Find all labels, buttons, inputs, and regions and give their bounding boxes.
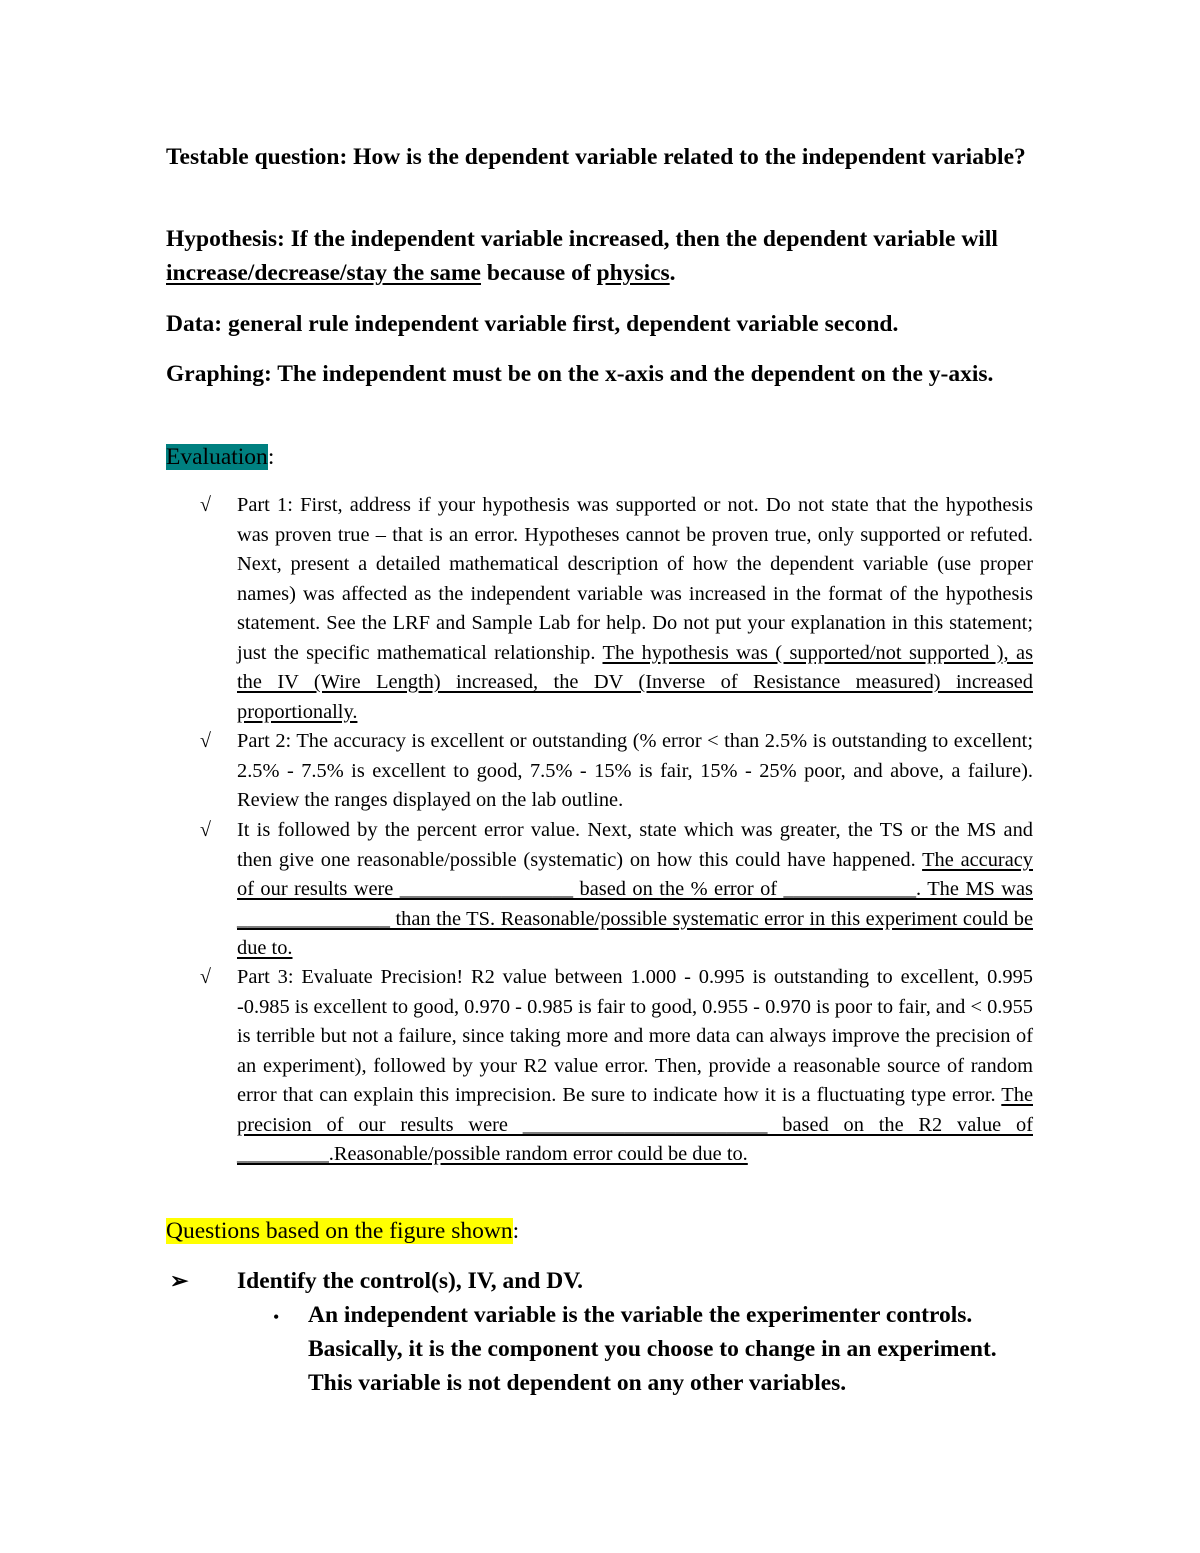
data-rule-text: general rule independent variable first, dependent variable second. bbox=[222, 311, 899, 337]
check-mark-part2: √ bbox=[200, 730, 211, 752]
check-mark-part1: √ bbox=[200, 494, 211, 516]
evaluation-heading-colon: : bbox=[267, 444, 275, 470]
part1-text: Part 1: First, address if your hypothesis was supported or not. Do not state that the hypothesis was proven true – that is an error. Hypotheses cannot be proven true, only supported or refuted. Next, present a detailed mathematical description of how the dependent variable (use proper names) was affected as the independent variable was increased in the format of the hypothesis statement. See the LRF and Sample Lab for help. Do not put your explanation in this statement; just the specific mathematical relationship. bbox=[237, 494, 1033, 664]
graphing-rule-label: Graphing: bbox=[166, 361, 272, 387]
evaluation-part1 bbox=[237, 491, 1033, 727]
hypothesis-period: . bbox=[669, 260, 676, 286]
question-item bbox=[237, 1264, 1037, 1298]
data-rule-label: Data: bbox=[166, 311, 223, 337]
question-item-text: Identify the control(s), IV, and DV. bbox=[237, 1268, 584, 1294]
graphing-rule-text: The independent must be on the x-axis and the dependent on the y-axis. bbox=[271, 361, 994, 387]
questions-heading-colon: : bbox=[512, 1218, 520, 1244]
evaluation-part2 bbox=[237, 727, 1033, 816]
questions-heading bbox=[166, 1214, 1036, 1248]
hypothesis-reason: physics bbox=[596, 260, 670, 286]
part1-template: The hypothesis was ( supported/not supported ), as the IV (Wire Length) increased, the DV (Inverse of Resistance measured) increased proportionally. bbox=[237, 641, 1034, 723]
evaluation-heading bbox=[166, 440, 1036, 474]
part3-text: Part 3: Evaluate Precision! R2 value between 1.000 - 0.995 is outstanding to excellent, 0.995 -0.985 is excellent to good, 0.970 - 0.985 is fair to good, 0.955 - 0.970 is poor to fair, and < 0.955 is terrible but not a failure, since taking more and more data can always improve the precision of an experiment), followed by your R2 value error. Then, provide a reasonable source of random error that can explain this imprecision. Be sure to indicate how it is a fluctuating type error. bbox=[237, 966, 1033, 1106]
part2-text: Part 2: The accuracy is excellent or outstanding (% error < than 2.5% is outstanding to excellent; 2.5% - 7.5% is excellent to good, 7.5% - 15% is fair, 15% - 25% poor, and above, a failure). Review the ranges displayed on the lab outline. bbox=[237, 730, 1033, 811]
check-mark-part3: √ bbox=[200, 966, 211, 988]
data-rule bbox=[166, 307, 1036, 341]
testable-question-text: How is the dependent variable related to the independent variable? bbox=[347, 144, 1026, 170]
check-mark-part2b: √ bbox=[200, 819, 211, 841]
hypothesis-label: Hypothesis: bbox=[166, 226, 285, 252]
arrow-bullet-icon: ➢ bbox=[170, 1268, 189, 1293]
part3-template: The precision of our results were ________________________ based on the R2 value of _________.Reasonable/possible random error could be due to. bbox=[237, 1084, 1033, 1165]
evaluation-heading-text: Evaluation bbox=[166, 444, 268, 470]
evaluation-part3 bbox=[237, 963, 1033, 1170]
bullet-item bbox=[308, 1298, 1043, 1400]
hypothesis-text: If the independent variable increased, then the dependent variable will bbox=[284, 226, 998, 252]
part2b-template: The accuracy of our results were _________________ based on the % error of _____________. The MS was _______________ than the TS. Reasonable/possible systematic error in this experiment could be due to. bbox=[237, 848, 1033, 959]
hypothesis-text-2: because of bbox=[481, 260, 597, 286]
evaluation-part2b bbox=[237, 816, 1033, 964]
testable-question-label: Testable question: bbox=[166, 144, 348, 170]
graphing-rule bbox=[166, 357, 1036, 391]
bullet-dot-icon: • bbox=[273, 1307, 280, 1327]
bullet-item-text: An independent variable is the variable the experimenter controls. Basically, it is the component you choose to change in an experiment. This variable is not dependent on any other variables. bbox=[308, 1302, 997, 1396]
testable-question bbox=[166, 140, 1036, 174]
part2b-text: It is followed by the percent error value. Next, state which was greater, the TS or the MS and then give one reasonable/possible (systematic) on how this could have happened. bbox=[237, 819, 1033, 871]
questions-heading-text: Questions based on the figure shown bbox=[166, 1218, 513, 1244]
hypothesis-options: increase/decrease/stay the same bbox=[166, 260, 481, 286]
hypothesis bbox=[166, 222, 1036, 290]
